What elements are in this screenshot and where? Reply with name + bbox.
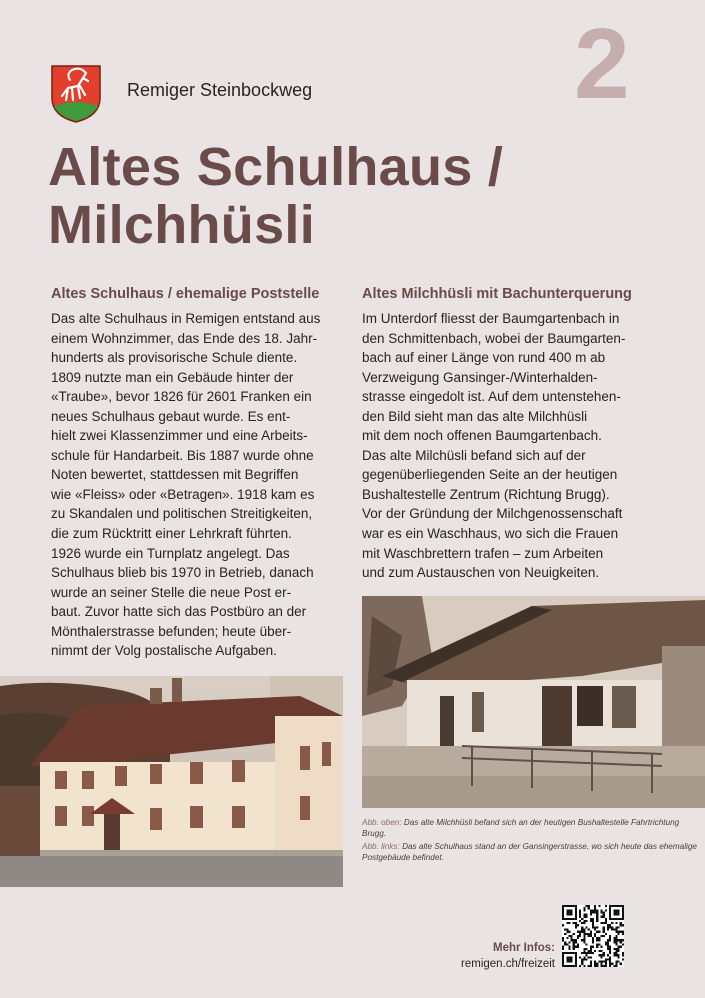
body-line: Mönthalerstrasse befunden; heute über- — [51, 623, 292, 639]
left-column — [51, 286, 346, 661]
body-line: wie «Fleiss» oder «Betragen». 1918 kam es — [51, 486, 315, 502]
more-info-url[interactable]: remigen.ch/freizeit — [461, 958, 555, 970]
more-info-label: Mehr Infos: — [493, 942, 555, 954]
left-section-body — [51, 309, 346, 661]
body-line: strasse eingedolt ist. Auf dem untenstehen- — [362, 389, 621, 405]
caption-label: Abb. oben: — [362, 818, 402, 827]
caption-text: Das alte Milchhüsli befand sich an der heutigen Bushaltestelle Fahrtrichtung Brugg. — [362, 818, 680, 838]
body-line: die zum Rücktritt einer Lehrkraft führten. — [51, 526, 292, 542]
body-line: und zum Austauschen von Neuigkeiten. — [362, 565, 600, 581]
body-line: Im Unterdorf fliesst der Baumgartenbach in — [362, 311, 620, 326]
body-line: Noten bewertet, stattdessen mit Begriffen — [51, 467, 299, 483]
caption-text: Das alte Schulhaus stand an der Gansingerstrasse, wo sich heute das ehemalige Postgebäude befindet. — [362, 842, 697, 862]
body-line: schule für Handarbeit. Bis 1887 wurde ohne — [51, 447, 314, 463]
body-line: gegenüberliegenden Seite an der heutigen — [362, 467, 618, 483]
body-line: Vor der Gründung der Milchgenossenschaft — [362, 506, 623, 522]
body-line: einem Wohnzimmer, das Ende des 18. Jahr- — [51, 330, 318, 346]
body-line: Verzweigung Gansinger-/Winterhalden- — [362, 369, 598, 385]
right-section-body — [362, 309, 662, 583]
trail-name: Remiger Steinbockweg — [127, 80, 313, 100]
body-line: bach auf einer Länge von rund 400 m ab — [362, 350, 606, 366]
body-line: mit Waschbrettern trafen – zum Arbeiten — [362, 545, 604, 561]
right-section-heading: Altes Milchhüsli mit Bachunterquerung — [362, 286, 632, 302]
caption-label: Abb. links: — [362, 842, 400, 851]
page-title-line: Milchhüsli — [48, 195, 316, 255]
body-line: hunderts als provisorische Schule diente. — [51, 350, 298, 366]
old-milk-house-photo — [362, 596, 705, 808]
caption-top — [362, 817, 700, 839]
body-line: Das alte Milchüsli befand sich auf der — [362, 447, 586, 463]
body-line: hielt zwei Klassenzimmer und eine Arbeits- — [51, 428, 308, 444]
body-line: den Bild sieht man das alte Milchhüsli — [362, 408, 588, 424]
body-line: 1926 wurde ein Turnplatz angelegt. Das — [51, 545, 290, 561]
body-line: Schulhaus blieb bis 1970 in Betrieb, danach — [51, 565, 314, 581]
body-line: Bushaltestelle Zentrum (Richtung Brugg). — [362, 486, 610, 502]
body-line: zu Skandalen und politischen Streitigkeiten, — [51, 506, 313, 522]
body-line: wurde an seiner Stelle die neue Post er- — [51, 584, 292, 600]
caption-left — [362, 841, 700, 863]
station-number: 2 — [574, 8, 630, 120]
body-line: den Schmittenbach, wobei der Baumgarten- — [362, 330, 626, 346]
photo-captions — [362, 817, 700, 865]
old-schoolhouse-photo — [0, 676, 343, 887]
body-line: «Traube», bevor 1826 für 2601 Franken ein — [51, 389, 312, 405]
qr-code-icon[interactable] — [562, 905, 624, 967]
body-line: baut. Zuvor hatte sich das Postbüro an der — [51, 604, 307, 620]
more-info — [461, 940, 555, 972]
body-line: nimmt der Volg postalische Aufgaben. — [51, 643, 277, 659]
body-line: neues Schulhaus gebaut wurde. Es ent- — [51, 408, 291, 424]
right-column — [362, 286, 662, 583]
body-line: war es ein Waschhaus, wo sich die Frauen — [362, 526, 619, 542]
left-section-heading: Altes Schulhaus / ehemalige Poststelle — [51, 286, 320, 302]
page-title-line: Altes Schulhaus / — [48, 137, 504, 197]
body-line: mit dem noch offenen Baumgartenbach. — [362, 428, 602, 444]
remigen-coat-of-arms-icon — [50, 64, 102, 124]
body-line: Das alte Schulhaus in Remigen entstand aus — [51, 311, 321, 326]
page-title — [48, 138, 503, 254]
body-line: 1809 nutzte man ein Gebäude hinter der — [51, 369, 294, 385]
